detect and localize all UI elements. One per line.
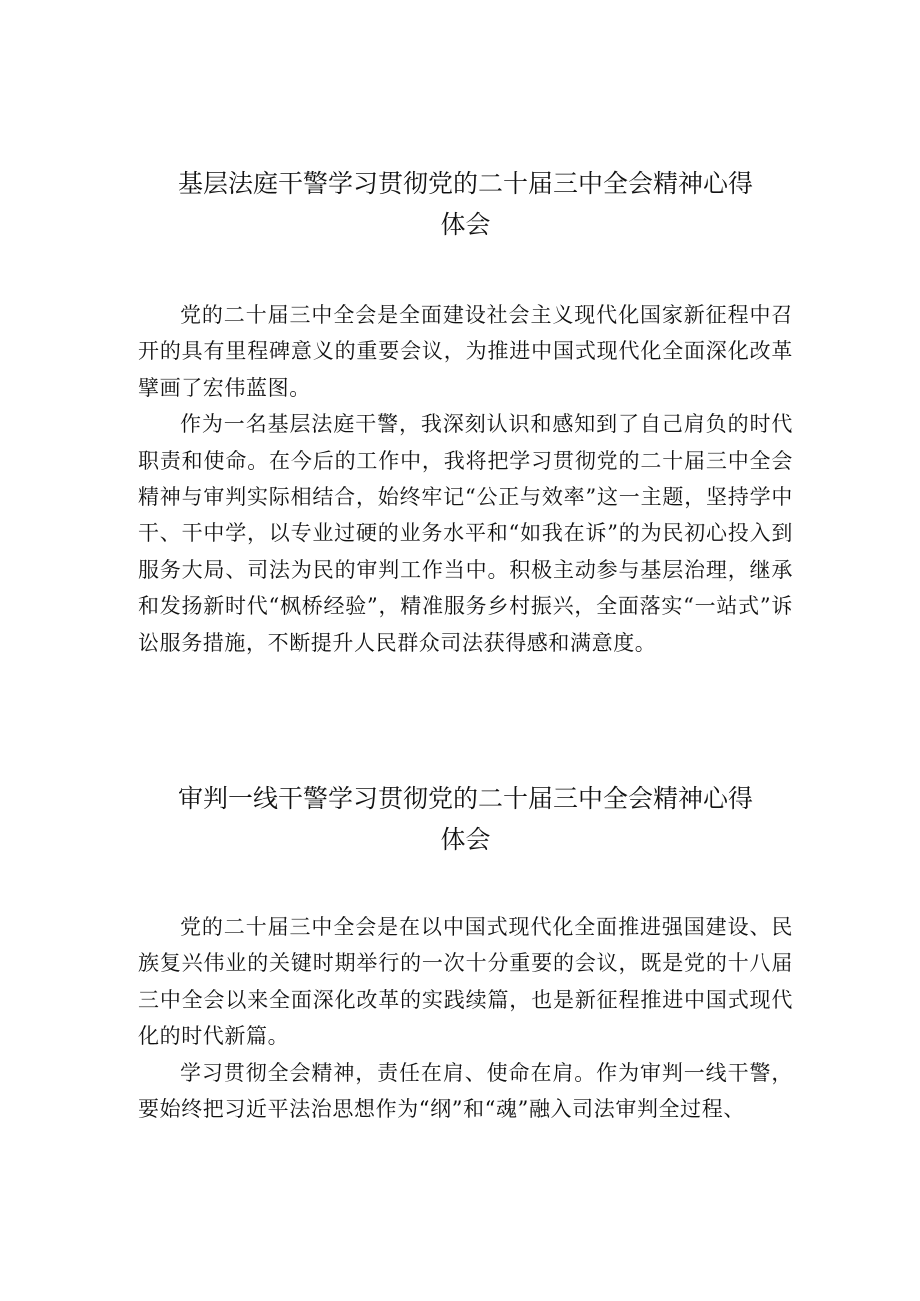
article-section-2	[138, 778, 793, 1127]
article-title-2	[138, 778, 793, 860]
article-title-2-line-2: 体会	[440, 825, 491, 854]
article-title-1-line-2: 体会	[440, 210, 491, 239]
article-title-1-line-1: 基层法庭干警学习贯彻党的二十届三中全会精神心得	[177, 169, 753, 198]
paragraph: 作为一名基层法庭干警，我深刻认识和感知到了自己肩负的时代职责和使命。在今后的工作中，我将把学习贯彻党的二十届三中全会精神与审判实际相结合，始终牢记“公正与效率”这一主题，坚持学中干、干中学，以专业过硬的业务水平和“如我在诉”的为民初心投入到服务大局、司法为民的审判工作当中。积极主动参与基层治理，继承和发扬新时代“枫桥经验”，精准服务乡村振兴，全面落实“一站式”诉讼服务措施，不断提升人民群众司法获得感和满意度。	[138, 412, 793, 655]
article-body-2	[138, 909, 793, 1127]
paragraph: 学习贯彻全会精神，责任在肩、使命在肩。作为审判一线干警，要始终把习近平法治思想作为“纲”和“魂”融入司法审判全过程、	[138, 1060, 793, 1122]
article-title-1	[138, 163, 793, 245]
article-title-2-line-1: 审判一线干警学习贯彻党的二十届三中全会精神心得	[177, 784, 753, 813]
paragraph: 党的二十届三中全会是在以中国式现代化全面推进强国建设、民族复兴伟业的关键时期举行的一次十分重要的会议，既是党的十八届三中全会以来全面深化改革的实践续篇，也是新征程推进中国式现代化的时代新篇。	[138, 915, 793, 1049]
paragraph: 党的二十届三中全会是全面建设社会主义现代化国家新征程中召开的具有里程碑意义的重要会议，为推进中国式现代化全面深化改革擘画了宏伟蓝图。	[138, 303, 793, 400]
article-body-1	[138, 297, 793, 661]
article-section-1	[138, 163, 793, 661]
